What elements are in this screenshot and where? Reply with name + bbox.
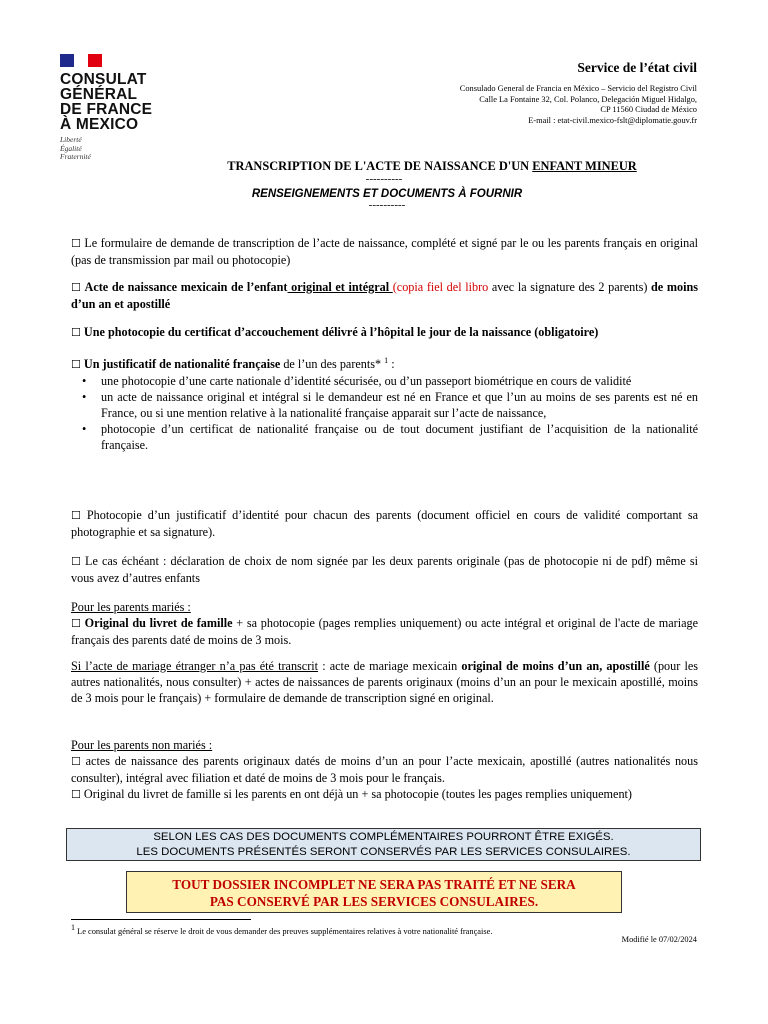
document-subtitle: [0, 188, 768, 211]
checkbox-icon[interactable]: ☐: [71, 617, 81, 630]
section-parents-maries: [71, 599, 698, 648]
warning-line: TOUT DOSSIER INCOMPLET NE SERA PAS TRAITÉ ET NE SERA: [172, 877, 576, 892]
item-text: Photocopie d’un justificatif d’identité pour chacun des parents (document officiel en cours de validité comportant sa photographie et sa signature).: [71, 508, 698, 539]
address-line: Consulado General de Francia en México – Servicio del Registro Civil: [459, 84, 697, 93]
nationalite-list: [82, 373, 698, 453]
item-text: + sa photocopie (pages remplies uniquement) ou acte intégral et original de l'acte de mariage français des parents daté de moins de 3 mois.: [71, 616, 698, 647]
item-text-bold: Une photocopie du certificat d’accouchement délivré à l’hôpital le jour de la naissance (obligatoire): [83, 325, 599, 339]
checkbox-icon[interactable]: ☐: [71, 555, 81, 568]
footnote: [71, 922, 711, 937]
motto-line: Fraternité: [60, 152, 91, 161]
footnote-text: Le consulat général se réserve le droit de vous demander des preuves supplémentaires relatives à votre nationalité française.: [75, 926, 493, 936]
logo-line: DE FRANCE: [60, 101, 153, 118]
consulate-address: [460, 84, 697, 126]
logo-wordmark: [60, 72, 156, 132]
notice-box: [66, 828, 701, 861]
item-formulaire: [71, 235, 698, 268]
section-mariage-etranger: [71, 658, 698, 706]
checkbox-icon[interactable]: ☐: [71, 358, 81, 372]
list-item: • photocopie d’un certificat de nationalité française ou de tout document justifiant de l’acquisition de la nationalité française.: [82, 421, 698, 453]
list-item: • une photocopie d’une carte nationale d’identité sécurisée, ou d’un passeport biométrique en cours de validité: [82, 373, 698, 389]
consulate-logo: [60, 54, 156, 164]
item-acte-naissance: [71, 279, 698, 312]
address-line: CP 11560 Ciudad de México: [600, 105, 697, 114]
notice-line: SELON LES CAS DES DOCUMENTS COMPLÉMENTAIRES POURRONT ÊTRE EXIGÉS.: [153, 831, 614, 843]
document-title: [0, 159, 768, 185]
item-text: Original du livret de famille si les parents en ont déjà un + sa photocopie (toutes les pages remplies uniquement): [83, 787, 632, 801]
footnote-marker: 1: [71, 923, 75, 932]
subtitle-separator: ----------: [368, 199, 406, 211]
logo-line: GÉNÉRAL: [60, 86, 138, 103]
item-text-bold: de moins d’un an et apostillé: [71, 280, 699, 311]
email-line: E-mail : etat-civil.mexico-fslt@diplomatie.gouv.fr: [528, 115, 697, 125]
item-text-bold: Acte de naissance mexicain de l’enfant: [84, 280, 288, 294]
item-text: de l’un des parents*: [280, 357, 385, 372]
item-nationalite: [71, 353, 698, 453]
checkbox-icon[interactable]: ☐: [71, 281, 81, 294]
item-text: (pour les autres nationalités, nous consulter) + actes de naissances de parents originaux (moins d’un an pour le mexicain apostillé, moins de 3 mois pour le français) + formulaire de demande de transcription signé en original.: [71, 659, 698, 705]
warning-box: [126, 871, 622, 913]
logo-motto: [60, 136, 156, 162]
item-choix-nom: [71, 553, 698, 586]
checkbox-icon[interactable]: ☐: [71, 326, 81, 339]
item-text-underlined: original et intégral: [287, 280, 393, 294]
item-text: :: [388, 357, 395, 372]
item-livret-non-maries: [71, 786, 698, 803]
subtitle-text: RENSEIGNEMENTS ET DOCUMENTS À FOURNIR: [251, 188, 523, 200]
item-text-bold: Original du livret de famille: [84, 616, 233, 630]
item-certificat: [71, 324, 698, 341]
service-title: Service de l’état civil: [577, 60, 697, 75]
motto-line: Liberté: [60, 135, 82, 144]
checkbox-icon[interactable]: ☐: [71, 509, 81, 522]
item-livret: [71, 615, 698, 648]
item-identite: [71, 507, 698, 540]
modified-date: Modifié le 07/02/2024: [621, 935, 697, 944]
footnote-divider: [71, 919, 251, 920]
checkbox-icon[interactable]: ☐: [71, 237, 81, 250]
item-text: : acte de mariage mexicain: [318, 659, 462, 673]
list-item: • un acte de naissance original et intégral si le demandeur est né en France et que l’un au moins de ses parents est né en France, ou si une mention relative à la nationalité française apparait sur l’acte de naissance,: [82, 389, 698, 421]
address-line: Calle La Fontaine 32, Col. Polanco, Delegación Miguel Hidalgo,: [479, 94, 697, 104]
item-text-underlined: Si l’acte de mariage étranger n’a pas été transcrit: [71, 659, 319, 673]
item-text-bold: Un justificatif de nationalité française: [83, 357, 281, 372]
item-text: Le formulaire de demande de transcription de l’acte de naissance, complété et signé par le ou les parents français en original (pas de transmission par mail ou photocopie): [71, 236, 699, 267]
title-underlined: ENFANT MINEUR: [532, 159, 637, 173]
french-flag-icon: [60, 54, 102, 67]
title-separator: ----------: [365, 173, 403, 185]
checkbox-icon[interactable]: ☐: [71, 755, 81, 768]
logo-line: À MEXICO: [60, 116, 139, 133]
title-prefix: TRANSCRIPTION DE L'ACTE DE NAISSANCE D'UN: [227, 159, 533, 173]
item-text: Le cas échéant : déclaration de choix de nom signée par les deux parents originale (pas de photocopie ni de pdf) même si vous avez d’autres enfants: [71, 554, 699, 585]
section-heading: Pour les parents mariés :: [71, 600, 191, 614]
section-parents-non-maries: [71, 737, 698, 803]
checkbox-icon[interactable]: ☐: [71, 788, 81, 801]
motto-line: Égalité: [60, 143, 82, 153]
item-text-spanish: (copia fiel del libro: [392, 280, 489, 294]
item-text: avec la signature des 2 parents): [488, 280, 652, 294]
notice-line: LES DOCUMENTS PRÉSENTÉS SERONT CONSERVÉS PAR LES SERVICES CONSULAIRES.: [136, 845, 631, 858]
footnote-ref: 1: [384, 356, 389, 365]
section-heading: Pour les parents non mariés :: [71, 738, 213, 752]
item-actes-parents: [71, 753, 698, 786]
warning-line: PAS CONSERVÉ PAR LES SERVICES CONSULAIRES.: [209, 894, 539, 909]
logo-line: CONSULAT: [60, 71, 147, 88]
item-text: actes de naissance des parents originaux datés de moins d’un an pour l’acte mexicain, apostillé (autres nationalités nous consulter), intégral avec filiation et daté de moins de 3 mois pour le français.: [71, 754, 698, 785]
item-text-bold: original de moins d’un an, apostillé: [461, 659, 650, 673]
